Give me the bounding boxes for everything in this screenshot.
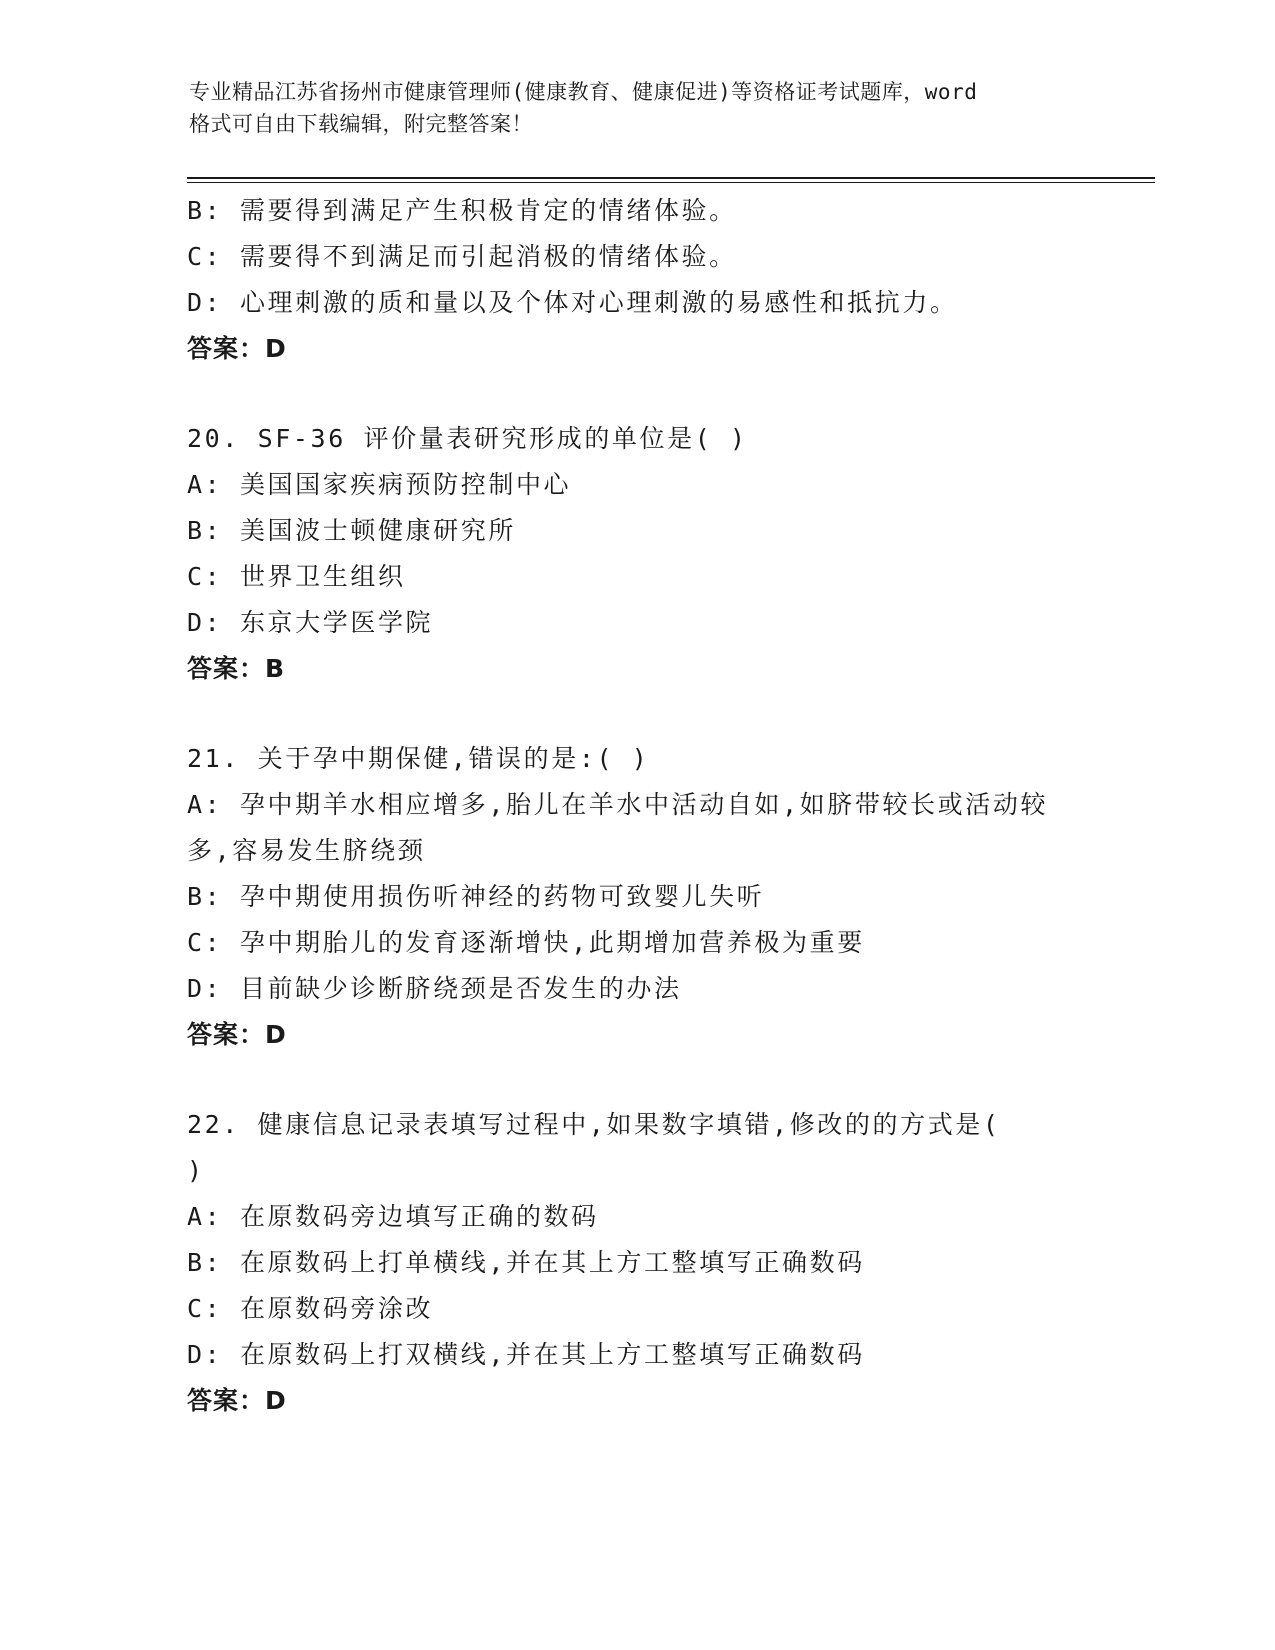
header-line: 专业精品江苏省扬州市健康管理师(健康教育、健康促进)等资格证考试题库，word	[189, 80, 978, 104]
option-line: A: 在原数码旁边填写正确的数码	[187, 1202, 599, 1231]
answer-line: 答案：D	[187, 1020, 287, 1049]
document-header	[189, 76, 1089, 140]
option-line: B: 需要得到满足产生积极肯定的情绪体验。	[187, 196, 737, 225]
question-list	[187, 188, 1087, 1424]
question-stem: 20. SF-36 评价量表研究形成的单位是( )	[187, 424, 748, 453]
option-line: A: 美国国家疾病预防控制中心	[187, 470, 572, 499]
option-line: C: 在原数码旁涂改	[187, 1294, 434, 1323]
header-rule	[187, 177, 1155, 179]
option-line: C: 需要得不到满足而引起消极的情绪体验。	[187, 242, 737, 271]
option-line: D: 东京大学医学院	[187, 608, 434, 637]
option-line: B: 美国波士顿健康研究所	[187, 516, 516, 545]
option-line: D: 心理刺激的质和量以及个体对心理刺激的易感性和抵抗力。	[187, 288, 958, 317]
question-block	[187, 188, 1087, 372]
question-stem: 22. 健康信息记录表填写过程中,如果数字填错,修改的的方式是(	[187, 1110, 1001, 1139]
answer-line: 答案：B	[187, 654, 286, 683]
answer-line: 答案：D	[187, 334, 287, 363]
answer-line: 答案：D	[187, 1386, 287, 1415]
option-line: B: 孕中期使用损伤听神经的药物可致婴儿失听	[187, 882, 765, 911]
option-line: A: 孕中期羊水相应增多,胎儿在羊水中活动自如,如脐带较长或活动较	[187, 790, 1049, 819]
option-line: B: 在原数码上打单横线,并在其上方工整填写正确数码	[187, 1248, 865, 1277]
option-line: C: 世界卫生组织	[187, 562, 406, 591]
question-block	[187, 736, 1087, 1058]
question-stem: 21. 关于孕中期保健,错误的是:( )	[187, 744, 650, 773]
option-line: C: 孕中期胎儿的发育逐渐增快,此期增加营养极为重要	[187, 928, 865, 957]
option-line: D: 在原数码上打双横线,并在其上方工整填写正确数码	[187, 1340, 865, 1369]
question-block	[187, 416, 1087, 692]
header-line: 格式可自由下载编辑，附完整答案！	[189, 112, 533, 136]
question-block	[187, 1102, 1087, 1424]
option-line: 多,容易发生脐绕颈	[187, 836, 426, 865]
option-line: D: 目前缺少诊断脐绕颈是否发生的办法	[187, 974, 682, 1003]
question-stem: )	[187, 1156, 205, 1185]
header-rule	[187, 182, 1155, 183]
